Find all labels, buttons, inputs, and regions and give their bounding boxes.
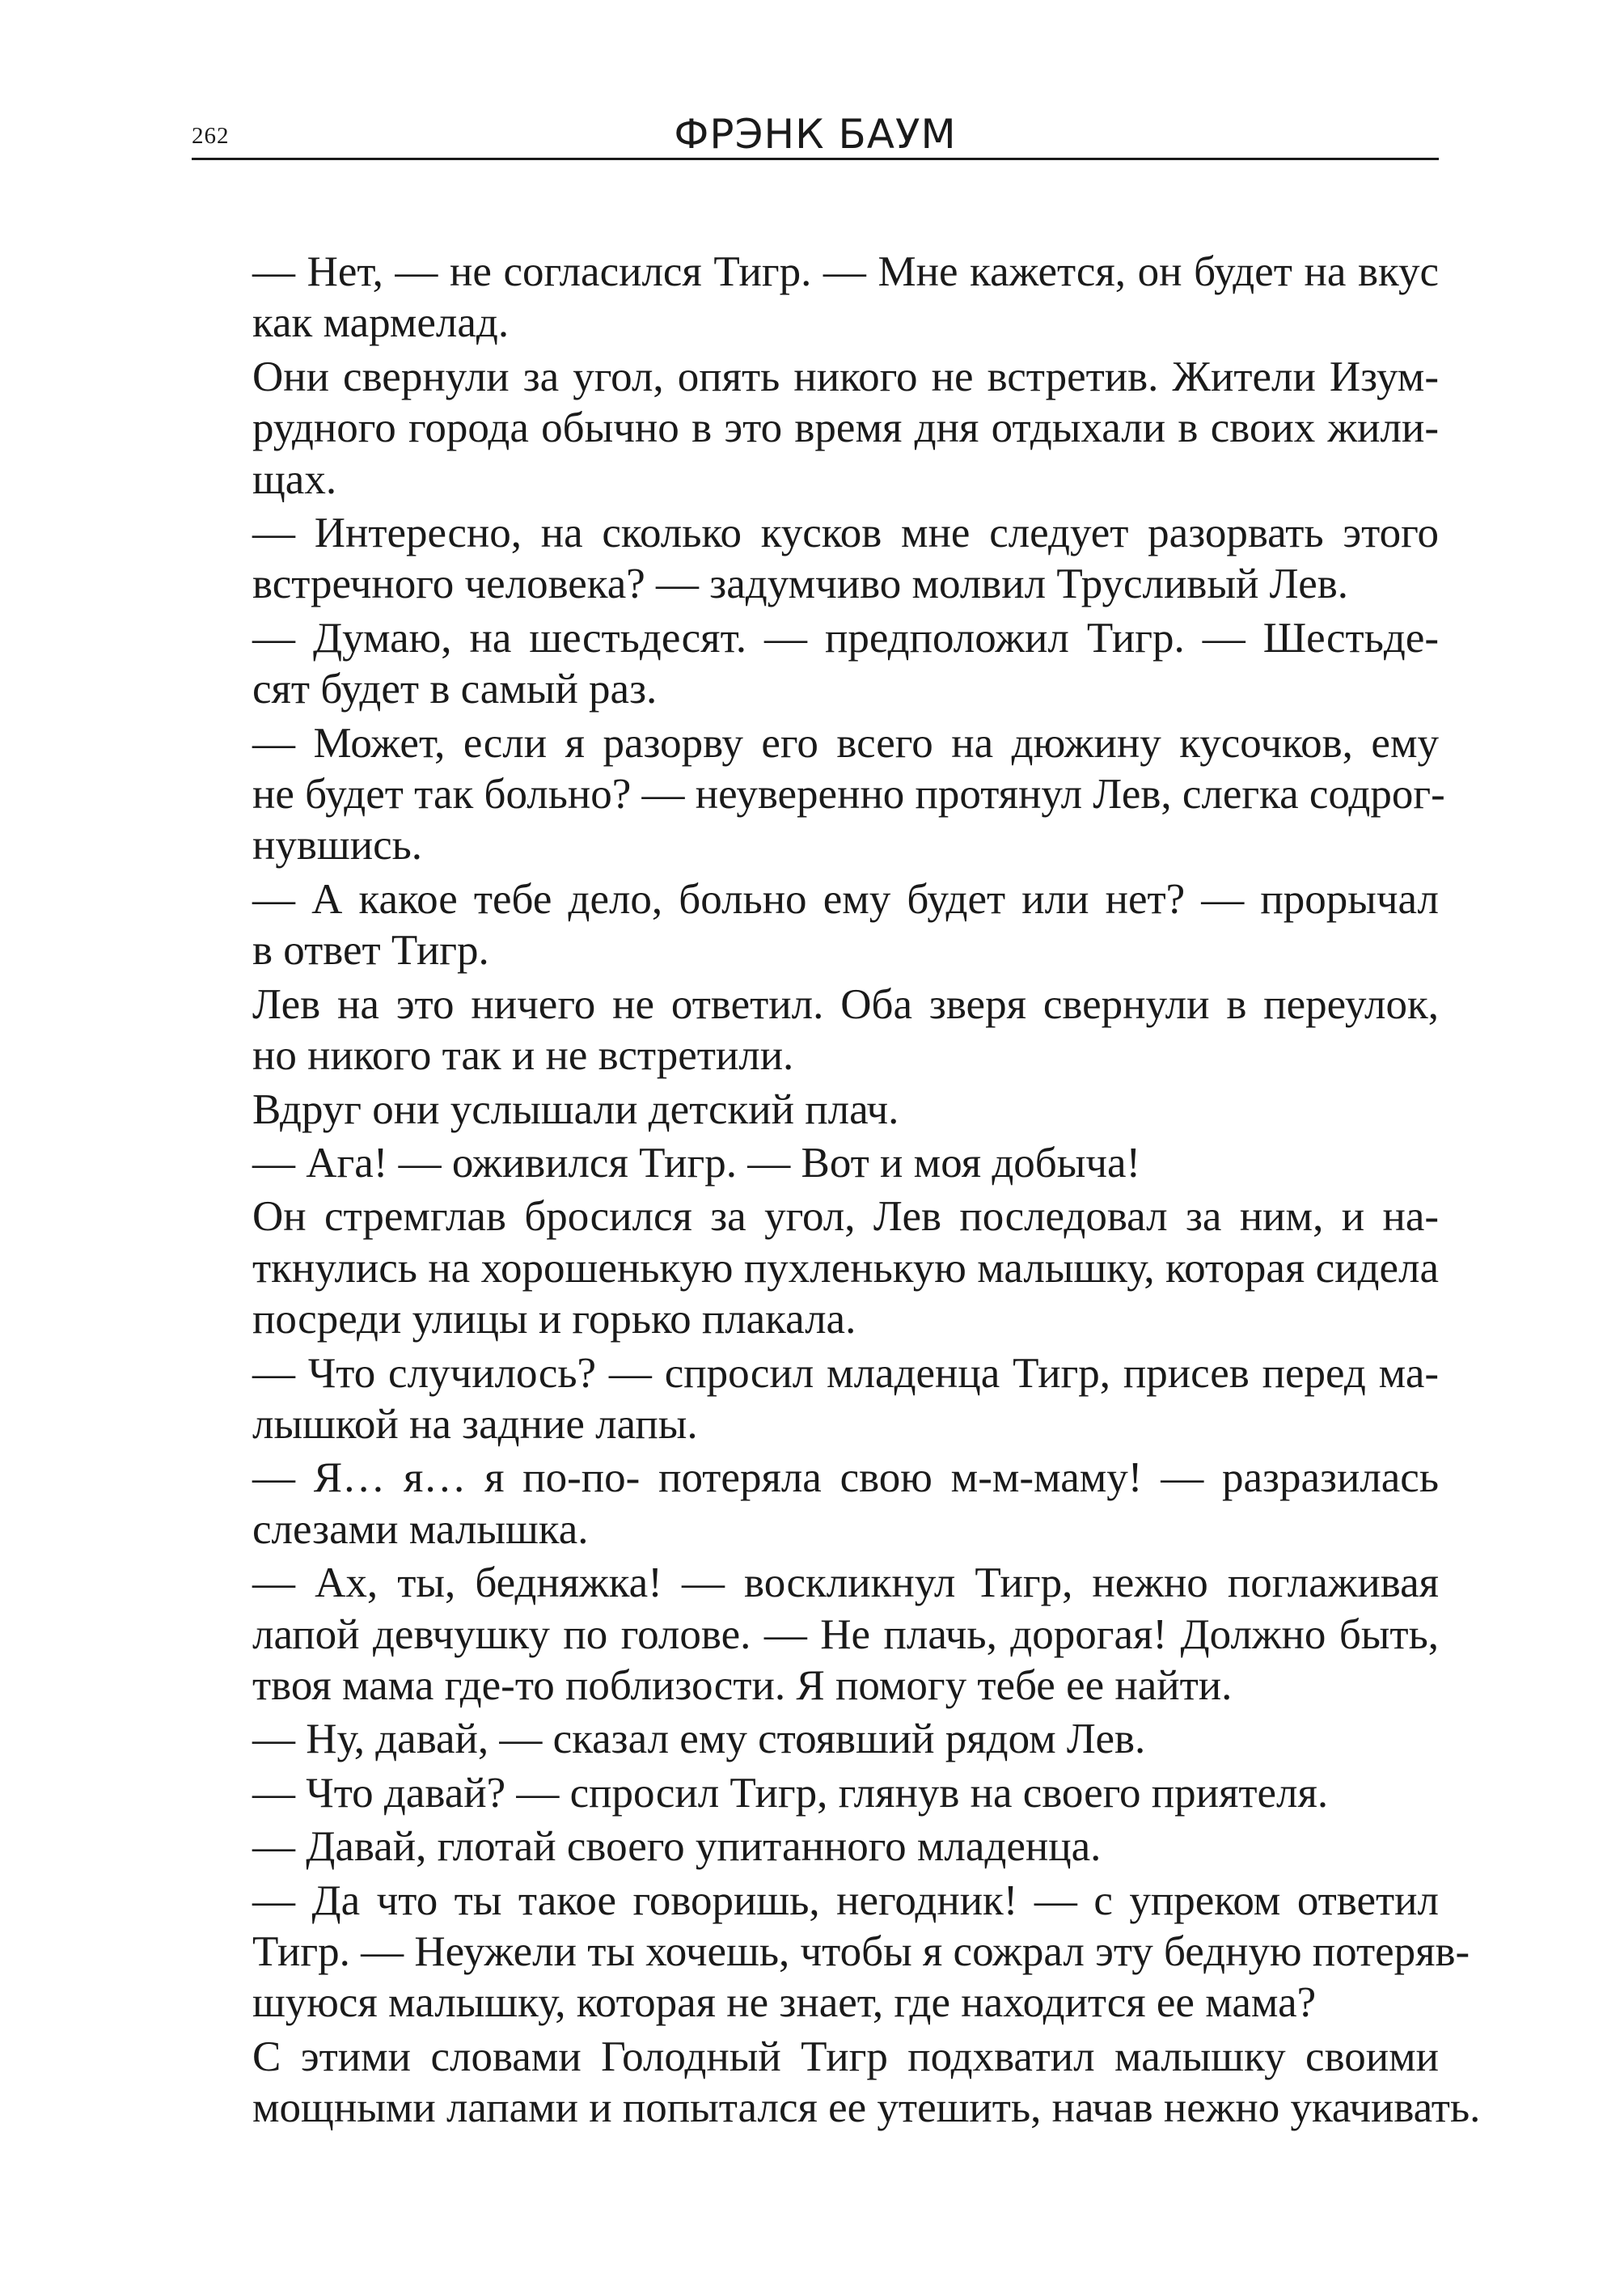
text-line: твоя мама где-то поблизости. Я помогу тебе ее найти. bbox=[252, 1661, 1233, 1709]
running-header bbox=[192, 101, 1439, 160]
text-line: рудного города обычно в это время дня отдыхали в своих жили- bbox=[252, 404, 1439, 452]
paragraph bbox=[192, 1558, 1439, 1711]
text-line: щах. bbox=[252, 455, 337, 503]
text-line: слезами малышка. bbox=[252, 1505, 589, 1553]
paragraph bbox=[192, 613, 1439, 716]
paragraph bbox=[192, 1138, 1439, 1189]
text-line: С этими словами Голодный Тигр подхватил малышку своими bbox=[252, 2033, 1439, 2080]
paragraph bbox=[192, 1453, 1439, 1555]
text-line: но никого так и не встретили. bbox=[252, 1032, 794, 1080]
text-line: ткнулись на хорошенькую пухленькую малышку, которая сидела bbox=[252, 1244, 1439, 1292]
paragraph bbox=[192, 979, 1439, 1082]
text-line: Вдруг они услышали детский плач. bbox=[252, 1085, 899, 1133]
paragraph bbox=[192, 718, 1445, 872]
paragraph bbox=[192, 508, 1439, 611]
text-line: Тигр. — Неужели ты хочешь, чтобы я сожрал эту бедную потеряв- bbox=[252, 1928, 1470, 1975]
book-author-title: ФРЭНК БАУМ bbox=[674, 111, 957, 158]
text-line: — Давай, глотай своего упитанного младенца. bbox=[252, 1823, 1102, 1871]
paragraph bbox=[192, 1191, 1439, 1345]
text-line: нувшись. bbox=[252, 822, 423, 869]
text-line: шуюся малышку, которая не знает, где находится ее мама? bbox=[252, 1979, 1317, 2027]
text-line: Он стремглав бросился за угол, Лев последовал за ним, и на- bbox=[252, 1193, 1439, 1241]
paragraph bbox=[192, 1348, 1439, 1451]
text-line: сят будет в самый раз. bbox=[252, 666, 658, 713]
paragraph bbox=[192, 352, 1439, 506]
text-line: — Интересно, на сколько кусков мне следует разорвать этого bbox=[252, 510, 1439, 557]
paragraph bbox=[192, 1085, 1439, 1136]
text-line: Лев на это ничего не ответил. Оба зверя свернули в переулок, bbox=[252, 980, 1439, 1028]
paragraph bbox=[192, 1768, 1439, 1819]
text-line: Они свернули за угол, опять никого не встретив. Жители Изум- bbox=[252, 353, 1439, 400]
paragraph bbox=[192, 1714, 1439, 1765]
text-line: лышкой на задние лапы. bbox=[252, 1400, 698, 1448]
text-line: — А какое тебе дело, больно ему будет или нет? — прорычал bbox=[252, 875, 1439, 923]
text-line: — Ах, ты, бедняжка! — воскликнул Тигр, нежно поглаживая bbox=[252, 1559, 1439, 1607]
text-line: как мармелад. bbox=[252, 299, 510, 347]
text-line: посреди улицы и горько плакала. bbox=[252, 1296, 856, 1343]
paragraph bbox=[192, 874, 1439, 977]
text-line: — Нет, — не согласился Тигр. — Мне кажется, он будет на вкус bbox=[252, 248, 1439, 295]
text-line: — Что давай? — спросил Тигр, глянув на своего приятеля. bbox=[252, 1769, 1329, 1817]
paragraph bbox=[192, 247, 1439, 349]
text-line: мощными лапами и попытался ее утешить, начав нежно укачивать. bbox=[252, 2084, 1481, 2132]
paragraph bbox=[192, 2032, 1481, 2134]
body-text bbox=[192, 247, 1481, 2137]
paragraph bbox=[192, 1821, 1439, 1872]
text-line: — Я… я… я по-по- потеряла свою м-м-маму! — разразилась bbox=[252, 1454, 1439, 1502]
text-line: — Ну, давай, — сказал ему стоявший рядом Лев. bbox=[252, 1716, 1146, 1763]
text-line: — Что случилось? — спросил младенца Тигр, присев перед ма- bbox=[252, 1349, 1439, 1397]
text-line: — Ага! — оживился Тигр. — Вот и моя добыча! bbox=[252, 1139, 1141, 1187]
text-line: встречного человека? — задумчиво молвил Трусливый Лев. bbox=[252, 561, 1348, 608]
text-line: — Да что ты такое говоришь, негодник! — с упреком ответил bbox=[252, 1876, 1439, 1924]
text-line: не будет так больно? — неуверенно протянул Лев, слегка содрог- bbox=[252, 771, 1445, 819]
page-number: 262 bbox=[192, 123, 230, 149]
text-line: — Думаю, на шестьдесят. — предположил Тигр. — Шестьде- bbox=[252, 614, 1439, 662]
paragraph bbox=[192, 1876, 1470, 2029]
text-line: в ответ Тигр. bbox=[252, 927, 489, 975]
text-line: — Может, если я разорву его всего на дюжину кусочков, ему bbox=[252, 719, 1439, 767]
text-line: лапой девчушку по голове. — Не плачь, дорогая! Должно быть, bbox=[252, 1610, 1439, 1658]
